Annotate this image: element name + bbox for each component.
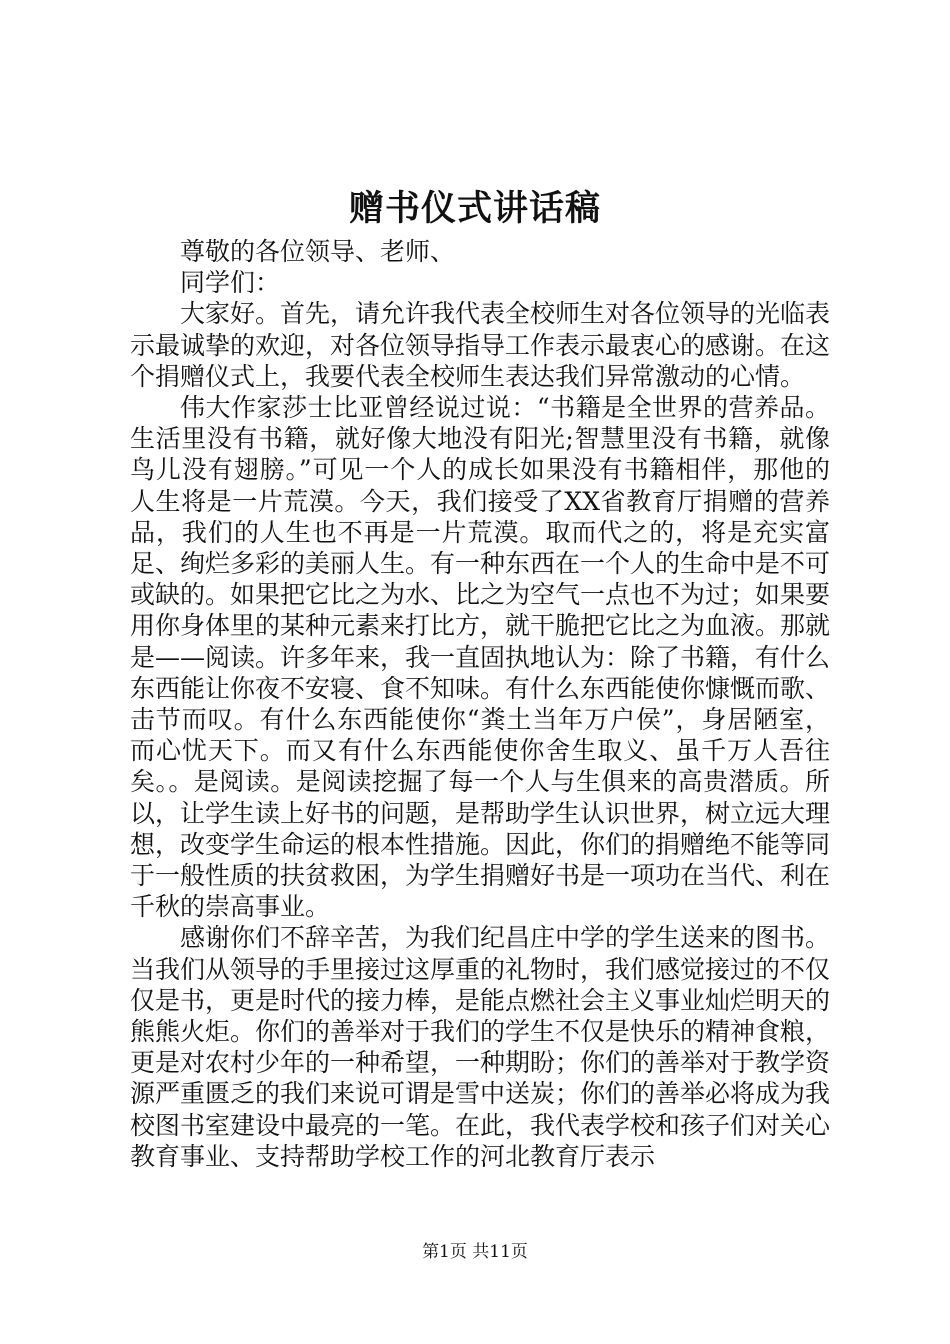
document-title: 赠书仪式讲话稿 <box>348 188 601 229</box>
document-body <box>130 236 830 1172</box>
salutation-line-1: 尊敬的各位领导、老师、 <box>180 237 456 266</box>
body-paragraph: 伟大作家莎士比亚曾经说过说：“书籍是全世界的营养品。生活里没有书籍，就好像大地没有阳光;智慧里没有书籍，就像鸟儿没有翅膀。”可见一个人的成长如果没有书籍相伴，那他的人生将是一片荒漠。今天，我们接受了XX省教育厅捐赠的营养品，我们的人生也不再是一片荒漠。取而代之的，将是充实富足、绚烂多彩的美丽人生。有一种东西在一个人的生命中是不可或缺的。如果把它比之为水、比之为空气一点也不为过；如果要用你身体里的某种元素来打比方，就干脆把它比之为血液。那就是——阅读。许多年来，我一直固执地认为：除了书籍，有什么东西能让你夜不安寝、食不知味。有什么东西能使你慷慨而歌、击节而叹。有什么东西能使你“粪土当年万户侯”，身居陋室，而心忧天下。而又有什么东西能使你舍生取义、虽千万人吾往矣。。是阅读。是阅读挖掘了每一个人与生俱来的高贵潜质。所以，让学生读上好书的问题，是帮助学生认识世界，树立远大理想，改变学生命运的根本性措施。因此，你们的捐赠绝不能等同于一般性质的扶贫救困，为学生捐赠好书是一项功在当代、利在千秋的崇高事业。 <box>130 393 831 922</box>
salutation-line-2: 同学们： <box>180 268 281 298</box>
body-paragraph: 感谢你们不辞辛苦，为我们纪昌庄中学的学生送来的图书。当我们从领导的手里接过这厚重的礼物时，我们感觉接过的不仅仅是书，更是时代的接力棒，是能点燃社会主义事业灿烂明天的熊熊火炬。你们的善举对于我们的学生不仅是快乐的精神食粮，更是对农村少年的一种希望，一种期盼；你们的善举对于教学资源严重匮乏的我们来说可谓是雪中送炭；你们的善举必将成为我校图书室建设中最亮的一笔。在此，我代表学校和孩子们对关心教育事业、支持帮助学校工作的河北教育厅表示 <box>130 923 831 1171</box>
body-paragraph: 大家好。首先，请允许我代表全校师生对各位领导的光临表示最诚挚的欢迎，对各位领导指导工作表示最衷心的感谢。在这个捐赠仪式上，我要代表全校师生表达我们异常激动的心情。 <box>130 299 831 391</box>
page-number-footer: 第1页 共11页 <box>422 1242 528 1262</box>
